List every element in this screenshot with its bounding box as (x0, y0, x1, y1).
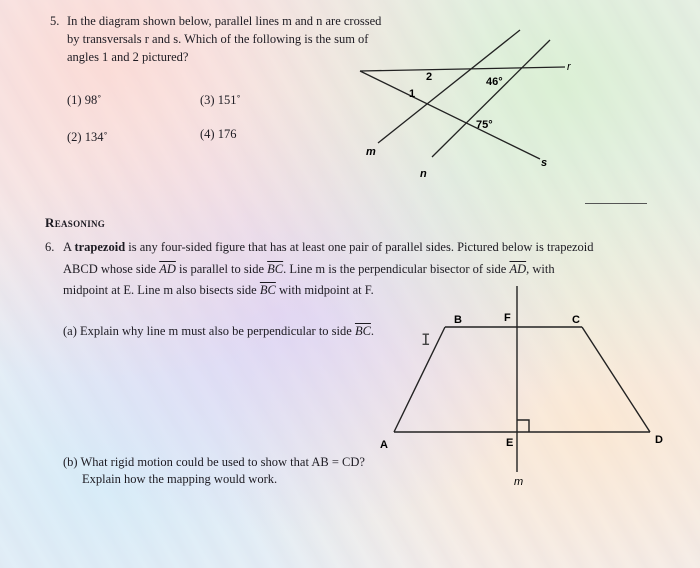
q6-line-1-rest: is any four-sided figure that has at least one pair of parallel sides. Pictured below is trapezoid (128, 240, 594, 254)
line-label-m: m (514, 476, 524, 488)
vertex-label-D: D (655, 434, 663, 446)
q6-line-3-b: with midpoint at F. (278, 283, 374, 297)
q5-choice-4: (4) 176 (200, 127, 237, 141)
right-angle-marker (517, 420, 529, 432)
angle-46-label: 46° (486, 76, 503, 88)
text-cursor-icon: I (421, 330, 431, 349)
label-n: n (420, 168, 427, 180)
q6-line-1-start: A (63, 240, 72, 254)
segment-BC: $\overline{BC}$ (267, 262, 284, 276)
q6-part-b-line-1: (b) What rigid motion could be used to show that AB = CD? (63, 455, 365, 469)
q6-part-b-line-2: Explain how the mapping would work. (82, 472, 278, 486)
point-label-F: F (504, 312, 511, 324)
label-r: r (567, 61, 571, 73)
q6-line-2-d: , with (526, 262, 555, 276)
side-CD (582, 327, 650, 432)
q5-line-3: angles 1 and 2 pictured? (67, 50, 189, 64)
segment-BC-2: $\overline{BC}$ (259, 283, 276, 297)
q5-line-2: by transversals r and s. Which of the following is the sum of (67, 32, 369, 46)
q6-line-2-a: ABCD whose side (63, 262, 157, 276)
q5-choice-2: (2) 134˚ (67, 130, 108, 144)
q6-term-trapezoid: trapezoid (74, 240, 126, 254)
segment-AD-2: $\overline{AD}$ (509, 262, 527, 276)
label-s: s (541, 157, 548, 169)
q5-line-1: In the diagram shown below, parallel lines m and n are crossed (67, 14, 382, 28)
q6-line-3-a: midpoint at E. Line m also bisects side (63, 283, 257, 297)
q6-line-2-b: is parallel to side (178, 262, 265, 276)
angle-1-label: 1 (409, 88, 416, 100)
q6-line-2-c: . Line m is the perpendicular bisector of side (283, 262, 507, 276)
q6-part-a-text: (a) Explain why line m must also be perpendicular to side (63, 324, 352, 338)
segment-BC-3: $\overline{BC}$ (354, 324, 371, 338)
vertex-label-A: A (380, 439, 388, 451)
segment-AD: $\overline{AD}$ (159, 262, 176, 276)
vertex-label-C: C (572, 314, 580, 326)
q6-number: 6. (45, 240, 55, 254)
point-label-E: E (506, 437, 514, 449)
section-heading-reasoning: Reasoning (45, 215, 106, 230)
angle-75-label: 75° (476, 119, 493, 131)
q5-number: 5. (50, 14, 60, 28)
vertex-label-B: B (454, 314, 462, 326)
q5-choice-3: (3) 151˚ (200, 93, 241, 107)
label-m: m (366, 146, 376, 158)
angle-2-label: 2 (426, 71, 433, 83)
side-AB (394, 327, 445, 432)
q5-choice-1: (1) 98˚ (67, 93, 102, 107)
q6-part-a-end: . (370, 324, 375, 338)
